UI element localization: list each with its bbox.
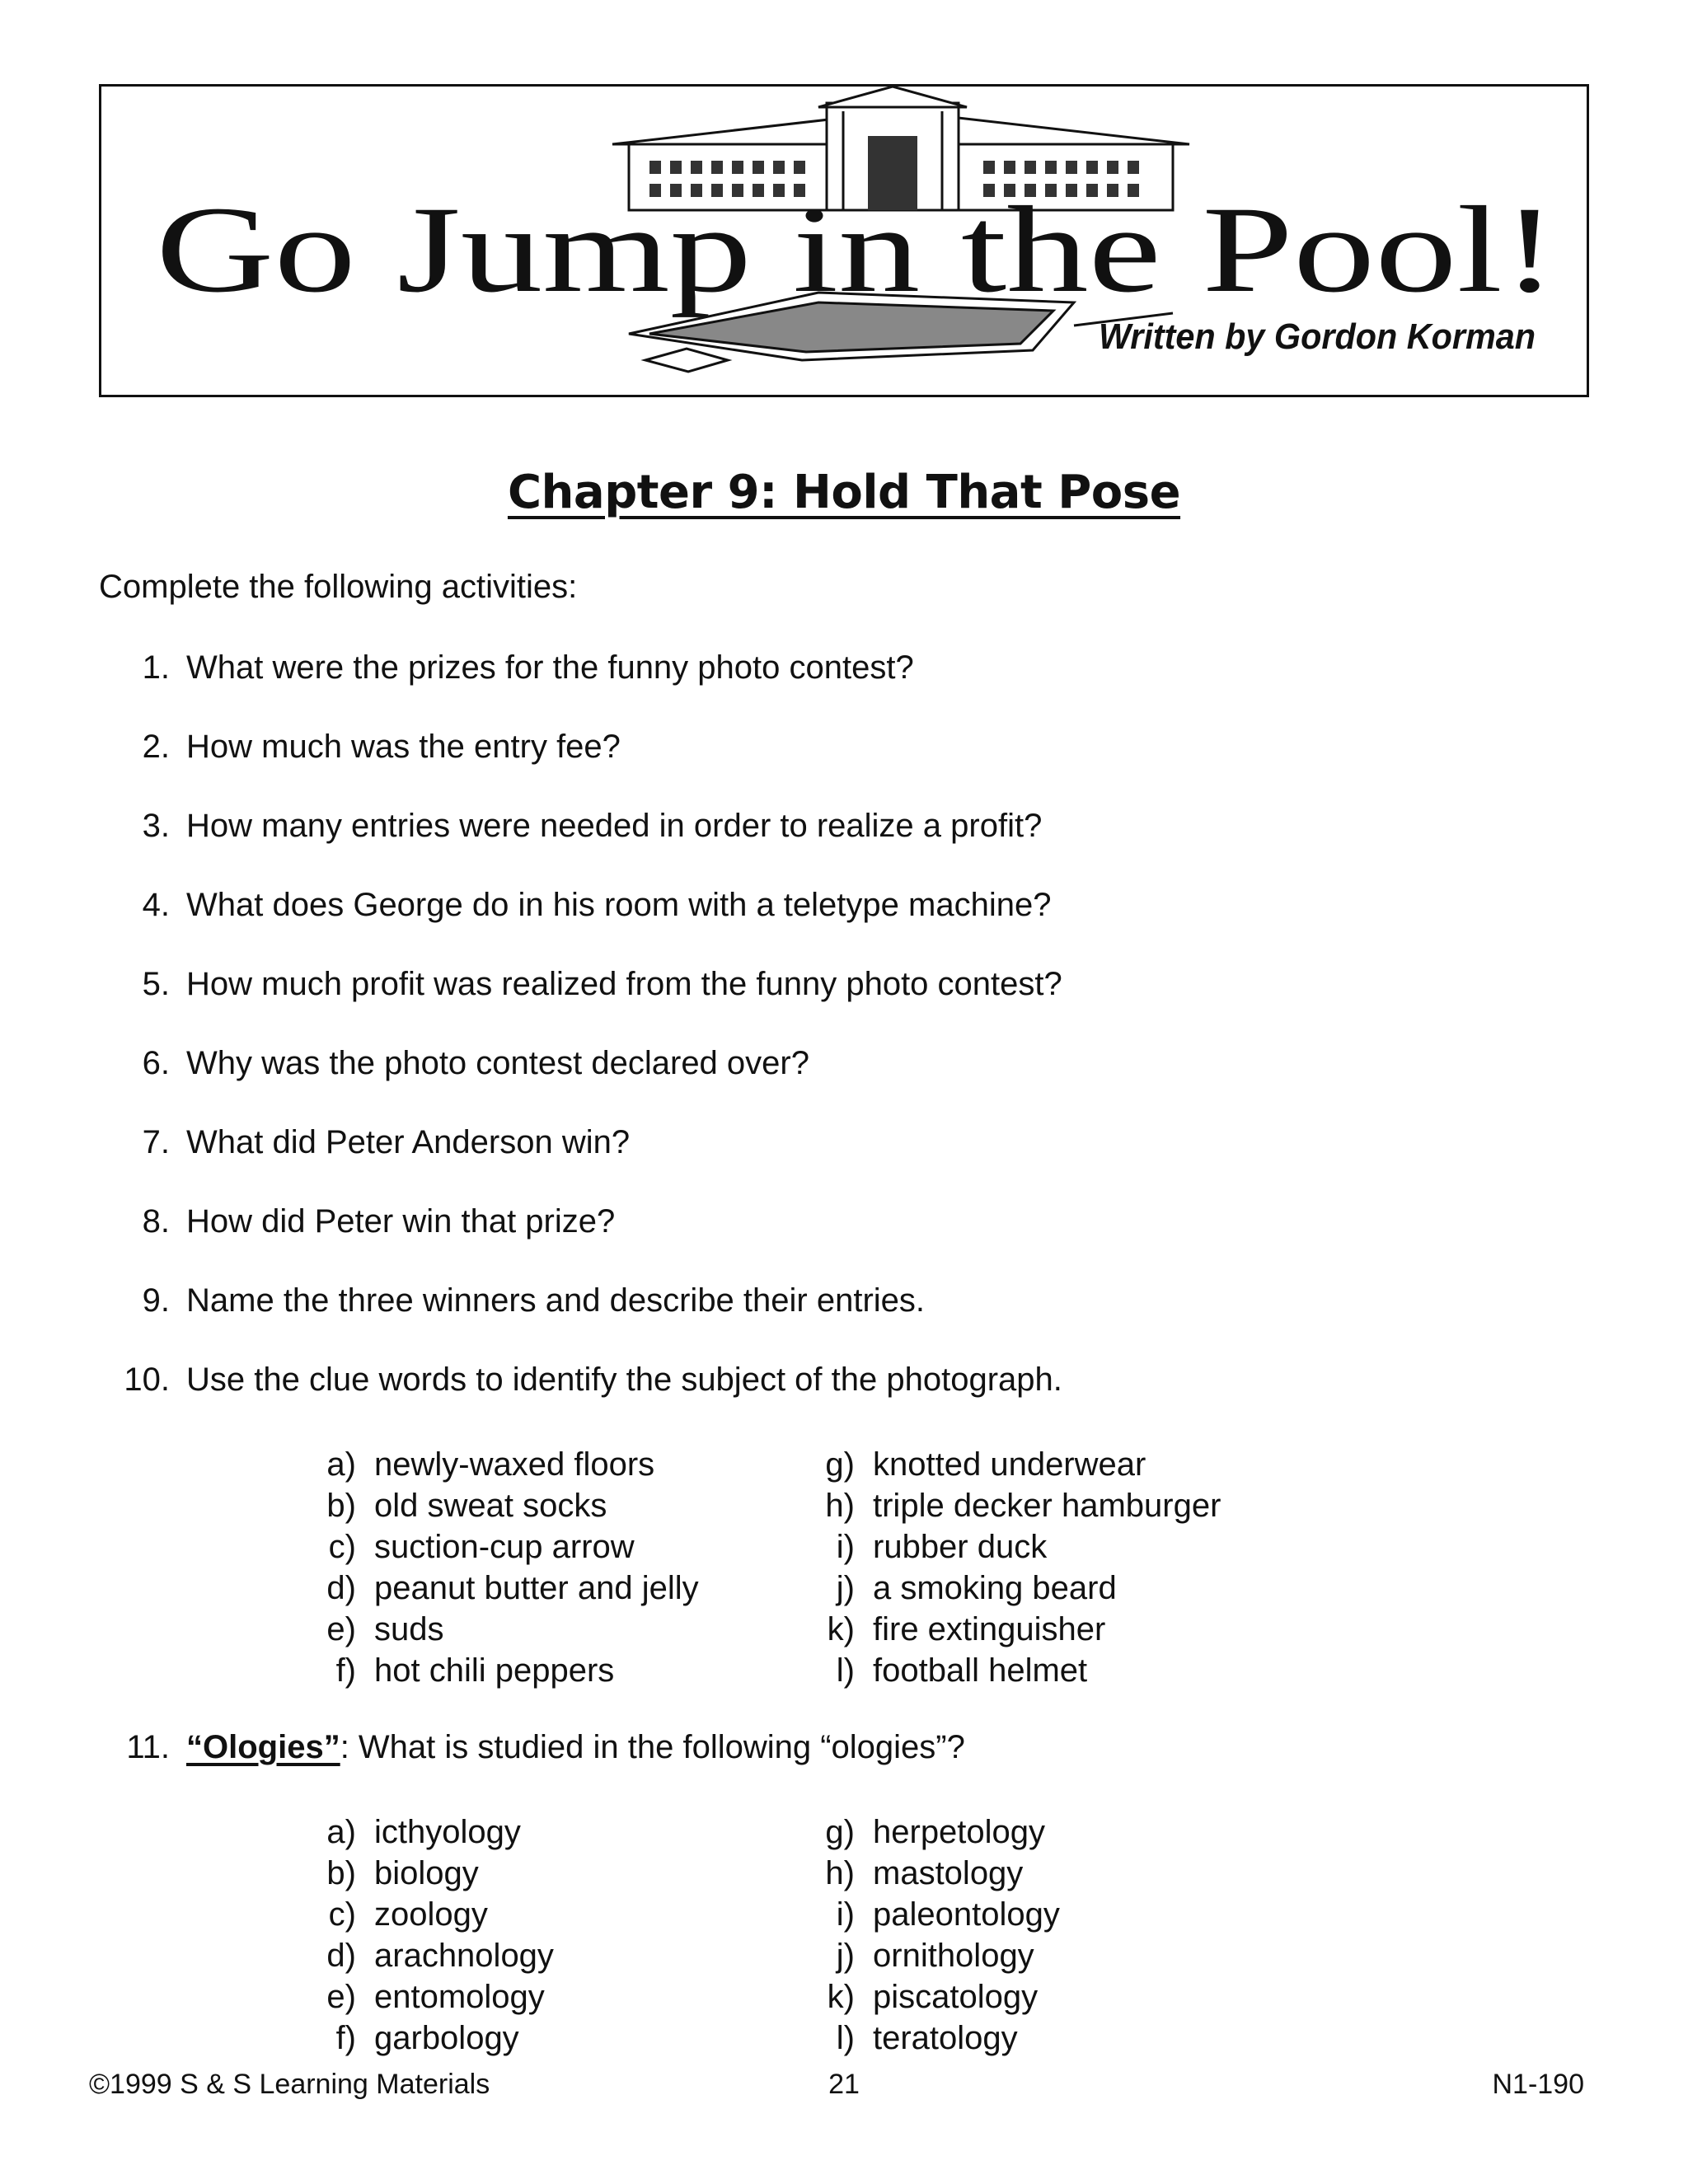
list-item: k) fire extinguisher bbox=[827, 1611, 1106, 1647]
list-item: d) arachnology bbox=[326, 1938, 554, 1974]
question-6: 6. Why was the photo contest declared over? bbox=[142, 1045, 809, 1081]
list-item: f) hot chili peppers bbox=[335, 1652, 615, 1689]
list-item: a) newly-waxed floors bbox=[326, 1446, 655, 1483]
q10-options-left bbox=[313, 1444, 699, 1691]
question-7: 7. What did Peter Anderson win? bbox=[142, 1124, 631, 1160]
list-item: b) old sweat socks bbox=[326, 1488, 607, 1524]
list-item: i) rubber duck bbox=[836, 1529, 1048, 1565]
question-1: 1. What were the prizes for the funny photo contest? bbox=[142, 649, 914, 686]
list-item: e) entomology bbox=[326, 1979, 545, 2015]
banner-title: Go Jump in the Pool! bbox=[156, 181, 1558, 318]
question-3: 3. How many entries were needed in order to realize a profit? bbox=[142, 808, 1043, 844]
list-item: d) peanut butter and jelly bbox=[326, 1570, 699, 1606]
list-item: h) triple decker hamburger bbox=[825, 1488, 1221, 1524]
list-item: h) mastology bbox=[825, 1855, 1024, 1891]
instructions: Complete the following activities: bbox=[99, 569, 578, 605]
list-item: i) paleontology bbox=[836, 1896, 1060, 1933]
question-2: 2. How much was the entry fee? bbox=[142, 729, 621, 765]
list-item: j) a smoking beard bbox=[836, 1570, 1117, 1606]
banner-art bbox=[101, 87, 1587, 395]
question-8: 8. How did Peter win that prize? bbox=[142, 1203, 616, 1240]
title-banner bbox=[99, 84, 1589, 397]
chapter-title: Chapter 9: Hold That Pose bbox=[507, 466, 1181, 519]
list-item: c) suction-cup arrow bbox=[328, 1529, 635, 1565]
q11-options-left bbox=[313, 1811, 554, 2059]
list-item: k) piscatology bbox=[827, 1979, 1039, 2015]
footer-page-number: 21 bbox=[828, 2069, 860, 2100]
question-4: 4. What does George do in his room with a teletype machine? bbox=[142, 887, 1052, 923]
list-item: a) icthyology bbox=[326, 1814, 521, 1850]
list-item: b) biology bbox=[326, 1855, 479, 1891]
list-item: j) ornithology bbox=[836, 1938, 1034, 1974]
footer-code: N1-190 bbox=[1492, 2069, 1584, 2100]
q11-options-right bbox=[812, 1811, 1060, 2059]
list-item: e) suds bbox=[326, 1611, 444, 1647]
list-item: f) garbology bbox=[335, 2020, 519, 2056]
ologies-label: “Ologies” bbox=[186, 1729, 340, 1765]
list-item: g) knotted underwear bbox=[825, 1446, 1146, 1483]
list-item: l) teratology bbox=[836, 2020, 1018, 2056]
banner-byline: Written by Gordon Korman bbox=[1099, 316, 1536, 357]
list-item: c) zoology bbox=[328, 1896, 488, 1933]
list-item: g) herpetology bbox=[825, 1814, 1046, 1850]
question-11: 11. “Ologies”: What is studied in the following “ologies”? bbox=[126, 1729, 965, 1765]
question-9: 9. Name the three winners and describe their entries. bbox=[142, 1282, 926, 1319]
question-10: 10. Use the clue words to identify the subject of the photograph. bbox=[124, 1361, 1062, 1398]
footer-copyright: ©1999 S & S Learning Materials bbox=[89, 2069, 490, 2100]
list-item: l) football helmet bbox=[836, 1652, 1088, 1689]
question-5: 5. How much profit was realized from the funny photo contest? bbox=[142, 966, 1062, 1002]
q10-options-right bbox=[812, 1444, 1221, 1691]
